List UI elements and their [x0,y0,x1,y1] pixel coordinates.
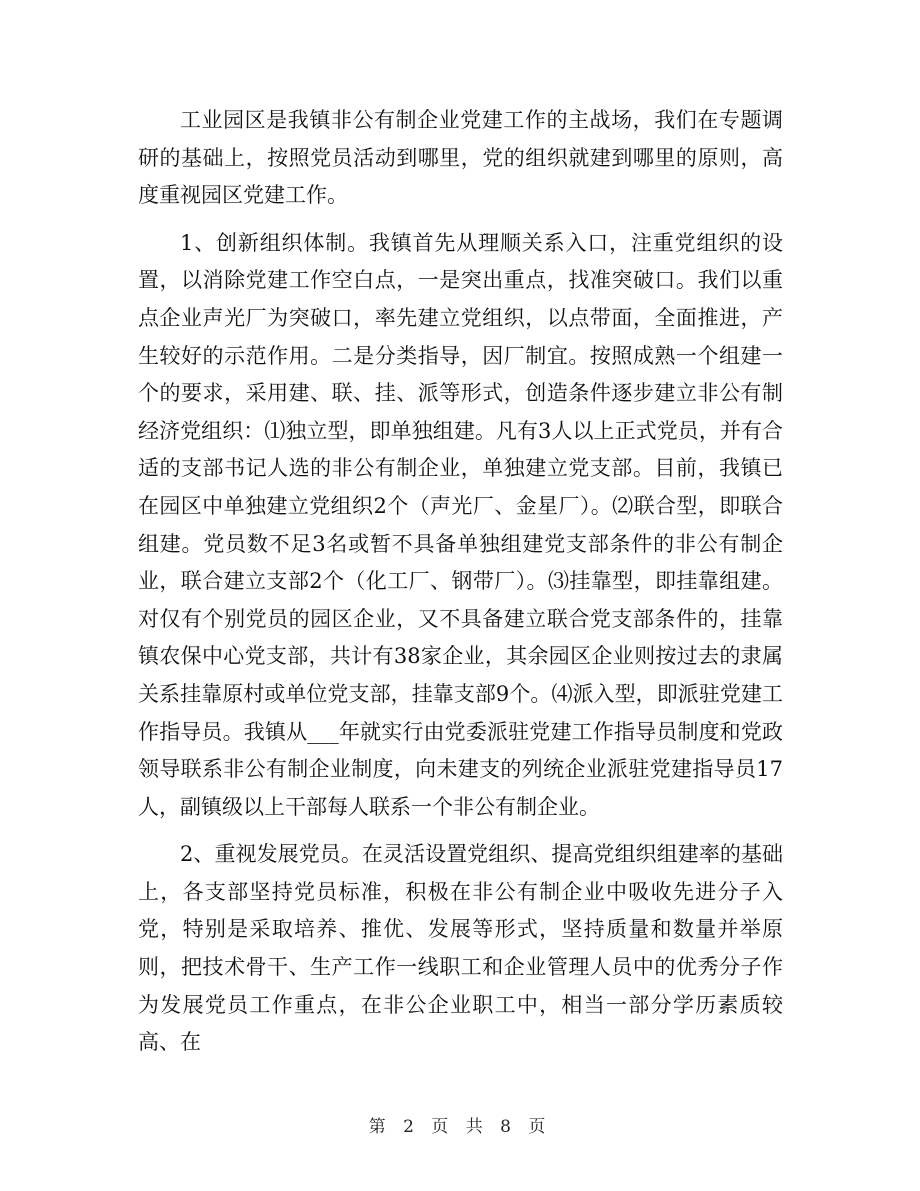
page-number-footer: 第 2 页 共 8 页 [368,1117,552,1137]
paragraph-member-development: 2、重视发展党员。在灵活设置党组织、提高党组织组建率的基础上，各支部坚持党员标准，积极在非公有制企业中吸收先进分子入党，特别是采取培养、推优、发展等形式，坚持质量和数量并举原则，把技术骨干、生产工作一线职工和企业管理人员中的优秀分子作为发展党员工作重点，在非公企业职工中，相当一部分学历素质较高、在 [138,842,783,1055]
paragraph-intro: 工业园区是我镇非公有制企业党建工作的主战场，我们在专题调研的基础上，按照党员活动到哪里，党的组织就建到哪里的原则，高度重视园区党建工作。 [138,108,783,208]
document-body [138,102,783,1072]
paragraph-organization-system: 1、创新组织体制。我镇首先从理顺关系入口，注重党组织的设置，以消除党建工作空白点，一是突出重点，找准突破口。我们以重点企业声光厂为突破口，率先建立党组织，以点带面，全面推进，产生较好的示范作用。二是分类指导，因厂制宜。按照成熟一个组建一个的要求，采用建、联、挂、派等形式，创造条件逐步建立非公有制经济党组织：⑴独立型，即单独组建。凡有3人以上正式党员，并有合适的支部书记人选的非公有制企业，单独建立党支部。目前，我镇已在园区中单独建立党组织2个（声光厂、金星厂）。⑵联合型，即联合组建。党员数不足3名或暂不具备单独组建党支部条件的非公有制企业，联合建立支部2个（化工厂、钢带厂）。⑶挂靠型，即挂靠组建。对仅有个别党员的园区企业，又不具备建立联合党支部条件的，挂靠镇农保中心党支部，共计有38家企业，其余园区企业则按过去的隶属关系挂靠原村或单位党支部，挂靠支部9个。⑷派入型，即派驻党建工作指导员。我镇从___年就实行由党委派驻党建工作指导员制度和党政领导联系非公有制企业制度，向未建支的列统企业派驻党建指导员17人，副镇级以上干部每人联系一个非公有制企业。 [138,230,783,819]
